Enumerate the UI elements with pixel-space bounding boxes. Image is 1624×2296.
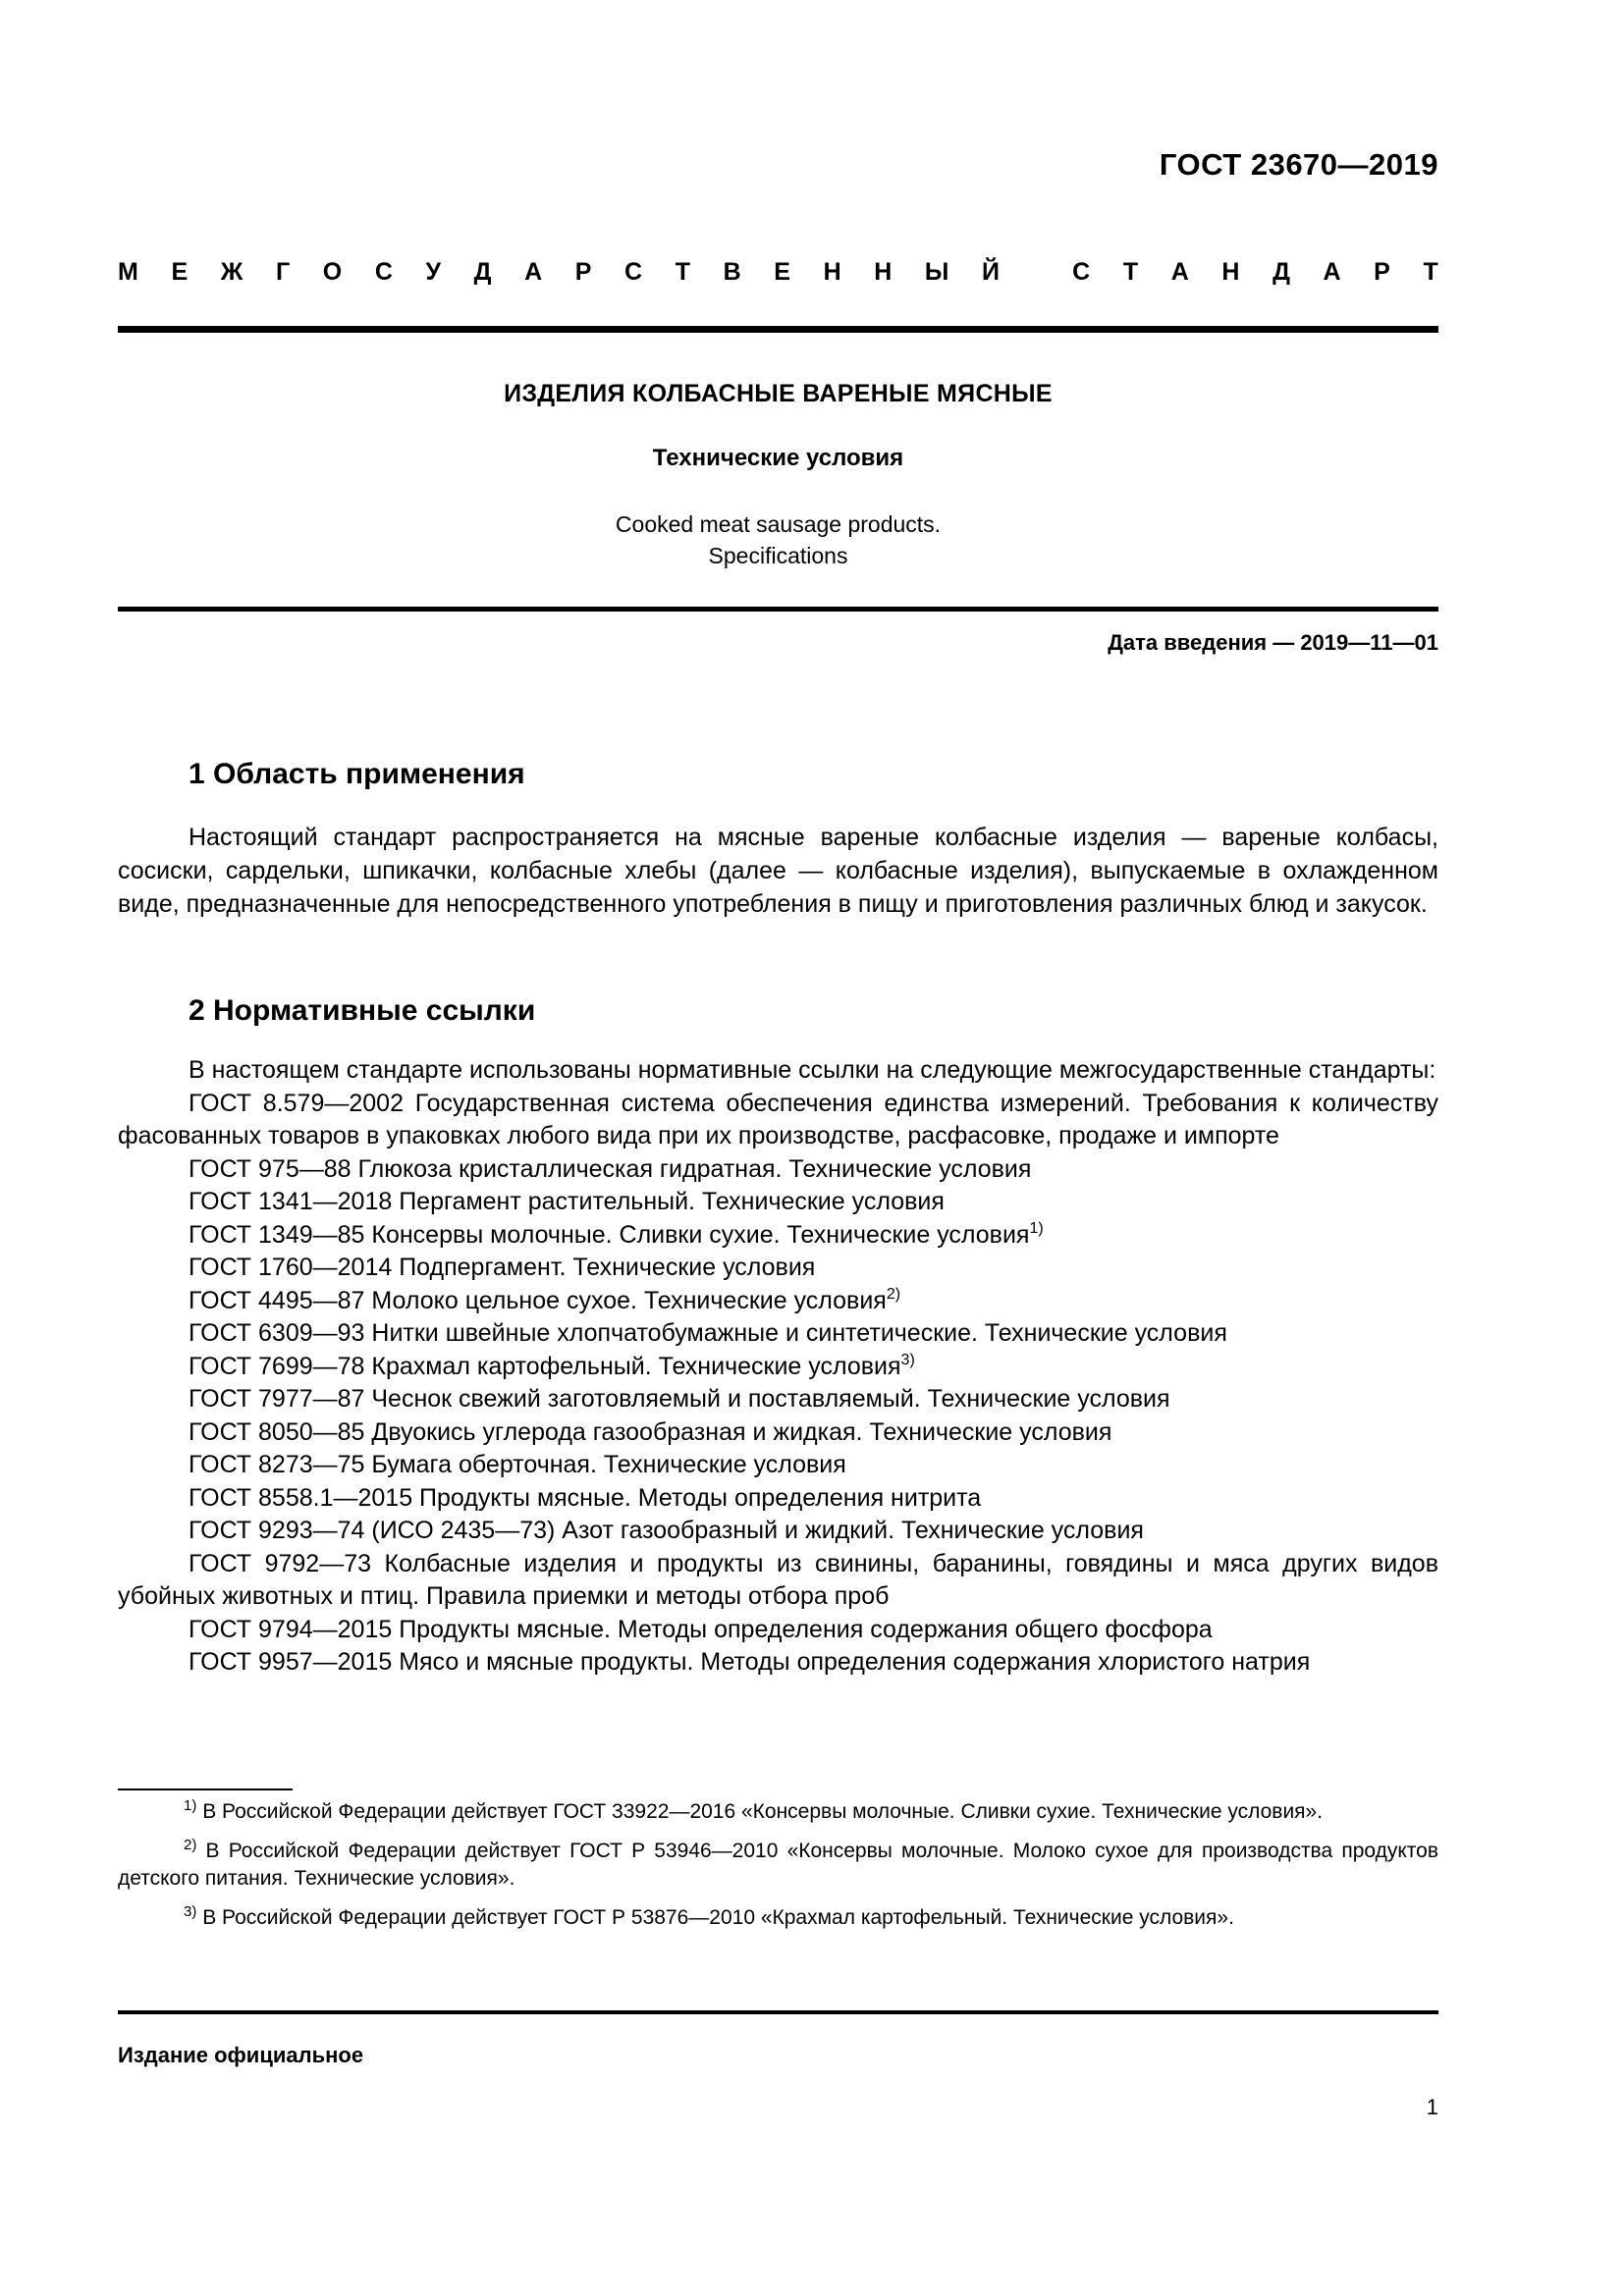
header-letter: О [322,258,343,286]
header-letter: С [374,258,393,286]
footnote-item [118,1838,1438,1893]
footnote-separator [118,1789,293,1790]
reference-text: ГОСТ 7699—78 Крахмал картофельный. Технические условия [189,1352,901,1380]
header-letter: Д [473,258,492,286]
document-page [118,0,1438,2296]
header-letter: Е [774,258,790,286]
footnote-mark[interactable]: 2) [886,1285,901,1303]
reference-text: ГОСТ 8050—85 Двуокись углерода газообразная и жидкая. Технические условия [189,1417,1112,1446]
english-title-line-1: Cooked meat sausage products. [615,511,942,537]
section-1-text: Настоящий стандарт распространяется на мясные вареные колбасные изделия — вареные колбасы, сосиски, сардельки, шпикачки, колбасные хлебы (далее — колбасные изделия), выпускаемые в охлажденном виде, предназначенные для непосредственного употребления в пищу и приготовления различных блюд и закусок. [118,824,1438,918]
header-letter: Т [675,258,690,286]
header-letter: Н [1221,258,1240,286]
reference-text: ГОСТ 8.579—2002 Государственная система обеспечения единства измерений. Требования к количеству фасованных товаров в упаковках любого вида при их производстве, расфасовке, продаже и импорте [118,1089,1438,1149]
footnote-mark[interactable]: 3) [900,1351,915,1368]
reference-item [118,1416,1438,1450]
standard-type-header [118,258,1438,287]
title-rule [118,607,1438,612]
section-2-heading: 2 Нормативные ссылки [189,994,536,1027]
normative-references-list [118,1054,1438,1680]
reference-text: ГОСТ 9957—2015 Мясо и мясные продукты. Методы определения содержания хлористого натрия [189,1648,1311,1676]
header-letter: Р [574,258,592,286]
reference-text: ГОСТ 9794—2015 Продукты мясные. Методы определения содержания общего фосфора [189,1615,1213,1643]
reference-item [118,1383,1438,1416]
reference-item [118,1317,1438,1351]
reference-text: ГОСТ 1760—2014 Подпергамент. Технические условия [189,1254,816,1281]
reference-item [118,1515,1438,1548]
reference-text: ГОСТ 4495—87 Молоко цельное сухое. Технические условия [189,1286,887,1314]
header-letter: А [524,258,543,286]
reference-text: ГОСТ 8273—75 Бумага оберточная. Технические условия [189,1451,846,1478]
reference-item [118,1449,1438,1482]
footnote-mark[interactable]: 1) [1029,1219,1044,1237]
footnotes [118,1798,1438,1944]
reference-text: ГОСТ 7977—87 Чеснок свежий заготовляемый и поставляемый. Технические условия [189,1385,1170,1413]
edition-label: Издание официальное [118,2043,364,2067]
header-letter: С [1072,258,1091,286]
reference-item [118,1252,1438,1285]
header-letter: В [723,258,741,286]
document-title: ИЗДЕЛИЯ КОЛБАСНЫЕ ВАРЕНЫЕ МЯСНЫЕ [504,380,1053,407]
header-letter: Ж [220,258,244,286]
page-number: 1 [1426,2095,1438,2119]
header-letter: Й [982,258,1000,286]
header-letter: С [624,258,643,286]
reference-item [118,1219,1438,1253]
header-letter: Т [1122,258,1139,286]
introduction-date: Дата введения — 2019—11—01 [1108,630,1438,655]
reference-text: ГОСТ 1341—2018 Пергамент растительный. Технические условия [189,1188,945,1215]
document-subtitle: Технические условия [652,445,904,471]
reference-text: ГОСТ 975—88 Глюкоза кристаллическая гидратная. Технические условия [189,1154,1032,1183]
header-letter: М [118,258,138,286]
header-letter: А [1323,258,1341,286]
header-letter: Р [1374,258,1390,286]
header-letter: Г [275,258,291,286]
footnote-text: В Российской Федерации действует ГОСТ 33922—2016 «Консервы молочные. Сливки сухие. Технические условия». [202,1800,1324,1823]
reference-item [118,1285,1438,1318]
reference-item [118,1614,1438,1647]
footnote-item [118,1904,1438,1932]
english-title-line-2: Specifications [708,543,848,568]
reference-text: ГОСТ 9293—74 (ИСО 2435—73) Азот газообразный и жидкий. Технические условия [189,1517,1144,1544]
header-letter: Е [171,258,189,286]
reference-item [118,1186,1438,1219]
reference-item [118,1646,1438,1680]
footnote-number: 2) [184,1837,197,1853]
header-letter: Н [874,258,893,286]
reference-item [118,1351,1438,1384]
footnote-item [118,1798,1438,1826]
english-title [118,508,1438,571]
header-letter: Д [1272,258,1290,286]
header-letter: А [1170,258,1189,286]
footnote-text: В Российской Федерации действует ГОСТ Р 53876—2010 «Крахмал картофельный. Технические условия». [202,1906,1234,1929]
section-1-heading: 1 Область применения [189,758,525,790]
footnote-text: В Российской Федерации действует ГОСТ Р 53946—2010 «Консервы молочные. Молоко сухое для производства продуктов детского питания. Технические условия». [118,1840,1438,1890]
header-letter: Ы [924,258,949,286]
reference-text: ГОСТ 1349—85 Консервы молочные. Сливки сухие. Технические условия [189,1220,1030,1249]
reference-item [118,1088,1438,1153]
reference-text: ГОСТ 6309—93 Нитки швейные хлопчатобумажные и синтетические. Технические условия [189,1319,1227,1347]
reference-item [118,1482,1438,1516]
reference-item [118,1054,1438,1088]
reference-text: В настоящем стандарте использованы нормативные ссылки на следующие межгосударственные стандарты: [189,1056,1436,1084]
footer-rule [118,2010,1438,2014]
reference-text: ГОСТ 9792—73 Колбасные изделия и продукты из свинины, баранины, говядины и мяса других видов убойных животных и птиц. Правила приемки и методы отбора проб [118,1549,1438,1610]
reference-text: ГОСТ 8558.1—2015 Продукты мясные. Методы определения нитрита [189,1483,982,1512]
header-letter: У [425,258,442,286]
footnote-number: 1) [184,1797,197,1814]
footnote-number: 3) [184,1903,197,1920]
header-letter: Н [823,258,841,286]
document-number: ГОСТ 23670—2019 [1159,147,1438,182]
header-letter: Т [1423,258,1438,286]
header-rule [118,326,1438,333]
header-word-gap [1033,258,1040,287]
reference-item [118,1153,1438,1187]
reference-item [118,1548,1438,1614]
